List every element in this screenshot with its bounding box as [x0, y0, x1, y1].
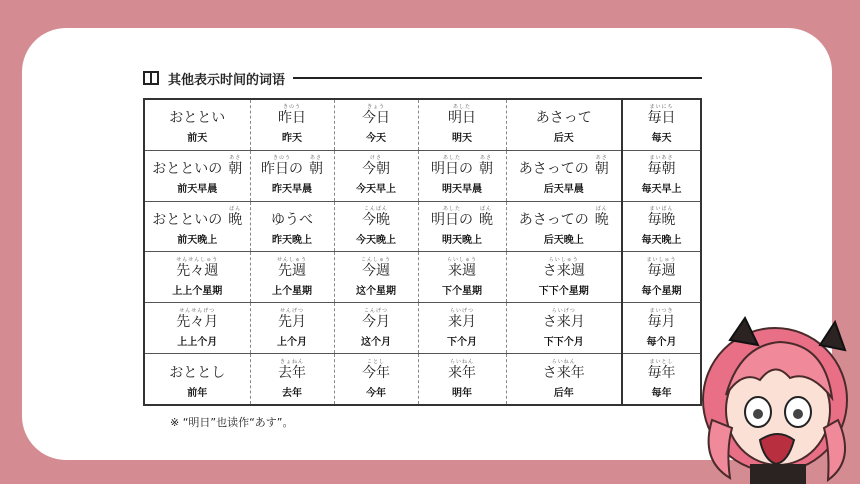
- chinese-meaning: 明年: [452, 387, 472, 399]
- japanese-term: [278, 358, 306, 381]
- kanji-text: 今日: [362, 110, 390, 127]
- japanese-term: [278, 307, 306, 330]
- japanese-word: [251, 104, 334, 127]
- japanese-word: [623, 155, 700, 178]
- japanese-word: [507, 358, 622, 381]
- kanji-text: 明日の: [431, 212, 473, 229]
- japanese-word: [335, 307, 418, 330]
- table-cell: [250, 99, 334, 150]
- kanji-text: 明日: [448, 110, 476, 127]
- kanji-text: 朝: [309, 161, 323, 178]
- furigana: らいねん: [551, 358, 576, 365]
- japanese-term: [176, 256, 219, 279]
- japanese-word: [419, 256, 506, 279]
- table-cell: [418, 252, 506, 303]
- furigana: せんせんしゅう: [176, 256, 219, 263]
- japanese-term: [479, 206, 493, 229]
- japanese-term: [647, 206, 676, 229]
- table-cell: [622, 252, 701, 303]
- chinese-meaning: 每天早上: [641, 184, 682, 196]
- japanese-term: [519, 162, 589, 176]
- furigana: あした: [442, 206, 461, 213]
- table-cell: [418, 150, 506, 201]
- japanese-word: [623, 256, 700, 279]
- kanji-text: 今朝: [362, 161, 390, 178]
- table-row: [144, 252, 701, 303]
- japanese-term: [448, 104, 476, 127]
- furigana: せんげつ: [279, 307, 304, 314]
- table-cell: [250, 252, 334, 303]
- furigana: あさ: [309, 155, 322, 162]
- chinese-meaning: 昨天晚上: [272, 235, 312, 247]
- table-cell: [250, 201, 334, 252]
- japanese-term: [542, 256, 585, 279]
- kanji-text: 毎年: [647, 364, 676, 381]
- table-cell: [418, 99, 506, 150]
- kanji-text: 今年: [362, 364, 390, 381]
- japanese-word: [335, 256, 418, 279]
- furigana: あさ: [229, 155, 242, 162]
- chinese-meaning: 后天晚上: [543, 235, 584, 247]
- furigana: せんせんげつ: [179, 307, 216, 314]
- japanese-word: [251, 213, 334, 227]
- japanese-term: [519, 213, 589, 227]
- table-cell: [144, 303, 250, 354]
- furigana: まいばん: [649, 206, 674, 213]
- kanji-text: 朝: [594, 161, 609, 178]
- furigana: らいげつ: [551, 307, 576, 314]
- kanji-text: おととし: [169, 364, 226, 381]
- japanese-word: [145, 256, 250, 279]
- chinese-meaning: 后年: [553, 387, 574, 399]
- kanji-text: 晩: [228, 212, 243, 229]
- kanji-text: 昨日の: [261, 161, 303, 178]
- chinese-meaning: 明天晚上: [442, 235, 482, 247]
- japanese-word: [145, 155, 250, 178]
- footnote: ※ “明日”也读作“あす”。: [170, 416, 294, 429]
- kanji-text: あさっての: [518, 212, 589, 229]
- furigana: こんげつ: [363, 307, 388, 314]
- japanese-term: [362, 307, 390, 330]
- table-cell: [334, 252, 418, 303]
- japanese-word: [335, 206, 418, 229]
- chinese-meaning: 明天早晨: [442, 184, 482, 196]
- furigana: きょう: [366, 104, 385, 111]
- japanese-word: [335, 155, 418, 178]
- japanese-term: [647, 358, 676, 381]
- chinese-meaning: 下个星期: [442, 285, 482, 297]
- japanese-term: [594, 155, 609, 178]
- japanese-term: [431, 155, 473, 178]
- table-cell: [506, 201, 622, 252]
- kanji-text: さ来年: [542, 364, 585, 381]
- furigana: こんばん: [363, 206, 388, 213]
- japanese-term: [228, 155, 243, 178]
- kanji-text: 毎週: [647, 262, 676, 279]
- chinese-meaning: 昨天: [282, 133, 302, 145]
- japanese-term: [271, 213, 313, 227]
- japanese-term: [169, 111, 225, 125]
- japanese-word: [251, 307, 334, 330]
- japanese-term: [309, 155, 323, 178]
- furigana: まいしゅう: [646, 256, 677, 263]
- table-cell: [144, 354, 250, 405]
- japanese-word: [251, 155, 334, 178]
- japanese-term: [594, 206, 609, 229]
- kanji-text: あさって: [535, 110, 592, 127]
- furigana: あさ: [595, 155, 608, 162]
- table-cell: [506, 150, 622, 201]
- anime-character-sticker: [690, 300, 860, 484]
- japanese-word: [145, 111, 250, 125]
- table-row: [144, 150, 701, 201]
- furigana: せんしゅう: [276, 256, 307, 263]
- chinese-meaning: 上上个月: [177, 336, 218, 348]
- furigana: きのう: [272, 155, 291, 162]
- kanji-text: さ来月: [542, 313, 585, 330]
- furigana: けさ: [369, 155, 382, 162]
- kanji-text: 昨日: [278, 110, 306, 127]
- japanese-term: [360, 256, 391, 279]
- japanese-term: [362, 104, 390, 127]
- table-cell: [250, 354, 334, 405]
- chinese-meaning: 今年: [366, 387, 386, 399]
- japanese-term: [152, 162, 222, 176]
- furigana: らいねん: [449, 358, 474, 365]
- kanji-text: おととい: [169, 110, 226, 127]
- japanese-term: [261, 155, 303, 178]
- table-cell: [418, 201, 506, 252]
- table-cell: [144, 99, 250, 150]
- table-cell: [506, 252, 622, 303]
- table-cell: [418, 354, 506, 405]
- furigana: まいあさ: [649, 155, 674, 162]
- japanese-term: [448, 307, 476, 330]
- japanese-term: [362, 358, 390, 381]
- chinese-meaning: 前天早晨: [177, 184, 218, 196]
- furigana: ことし: [366, 358, 385, 365]
- kanji-text: おとといの: [152, 212, 223, 229]
- table-cell: [250, 303, 334, 354]
- japanese-term: [431, 206, 473, 229]
- chinese-meaning: 每天晚上: [641, 235, 682, 247]
- japanese-word: [419, 104, 506, 127]
- furigana: らいしゅう: [548, 256, 579, 263]
- kanji-text: 先月: [278, 313, 306, 330]
- chinese-meaning: 上上个星期: [172, 285, 223, 297]
- kanji-text: おとといの: [152, 161, 223, 178]
- japanese-term: [276, 256, 307, 279]
- kanji-text: 毎月: [647, 313, 676, 330]
- japanese-word: [507, 256, 622, 279]
- japanese-term: [152, 213, 222, 227]
- table-cell: [622, 99, 701, 150]
- japanese-term: [647, 155, 676, 178]
- chinese-meaning: 每天: [651, 133, 672, 145]
- furigana: あさ: [479, 155, 492, 162]
- table-cell: [250, 150, 334, 201]
- japanese-word: [335, 104, 418, 127]
- table-row: [144, 99, 701, 150]
- japanese-word: [507, 307, 622, 330]
- kanji-text: 先週: [278, 262, 306, 279]
- japanese-word: [419, 155, 506, 178]
- japanese-term: [446, 256, 477, 279]
- kanji-text: 来週: [448, 262, 476, 279]
- japanese-term: [228, 206, 243, 229]
- kanji-text: さ来週: [542, 262, 585, 279]
- table-row: [144, 201, 701, 252]
- japanese-word: [623, 307, 700, 330]
- chinese-meaning: 今天晚上: [356, 235, 396, 247]
- kanji-text: 今晩: [362, 212, 390, 229]
- chinese-meaning: 每个星期: [641, 285, 682, 297]
- chinese-meaning: 每年: [651, 387, 672, 399]
- kanji-text: 来月: [448, 313, 476, 330]
- table-cell: [144, 201, 250, 252]
- japanese-word: [507, 206, 622, 229]
- japanese-word: [419, 358, 506, 381]
- japanese-term: [647, 104, 676, 127]
- japanese-term: [169, 366, 225, 380]
- japanese-word: [507, 111, 622, 125]
- chinese-meaning: 后天: [553, 133, 574, 145]
- section-title: 其他表示时间的词语: [168, 72, 286, 88]
- furigana: ばん: [229, 206, 242, 213]
- japanese-term: [542, 307, 585, 330]
- table-cell: [334, 201, 418, 252]
- chinese-meaning: 下下个星期: [538, 285, 589, 297]
- chinese-meaning: 这个星期: [356, 285, 396, 297]
- furigana: ばん: [595, 206, 608, 213]
- chinese-meaning: 上个星期: [272, 285, 312, 297]
- table-cell: [622, 150, 701, 201]
- kanji-text: 来年: [448, 364, 476, 381]
- furigana: まいつき: [649, 307, 674, 314]
- japanese-term: [647, 307, 676, 330]
- japanese-word: [507, 155, 622, 178]
- furigana: まいとし: [649, 358, 674, 365]
- table-cell: [334, 354, 418, 405]
- furigana: こんしゅう: [360, 256, 391, 263]
- table-cell: [144, 252, 250, 303]
- furigana: あした: [442, 155, 461, 162]
- chinese-meaning: 今天: [366, 133, 386, 145]
- japanese-term: [278, 104, 306, 127]
- japanese-term: [176, 307, 219, 330]
- table-cell: [334, 99, 418, 150]
- kanji-text: 先々週: [176, 262, 219, 279]
- japanese-word: [623, 358, 700, 381]
- chinese-meaning: 上个月: [277, 336, 307, 348]
- furigana: きのう: [282, 104, 301, 111]
- section-heading: [142, 68, 702, 88]
- kanji-text: 晩: [479, 212, 493, 229]
- table-cell: [506, 99, 622, 150]
- chinese-meaning: 昨天早晨: [272, 184, 312, 196]
- chinese-meaning: 前年: [187, 387, 208, 399]
- table-cell: [622, 201, 701, 252]
- table-cell: [334, 150, 418, 201]
- japanese-word: [419, 307, 506, 330]
- table-cell: [506, 303, 622, 354]
- furigana: らいげつ: [449, 307, 474, 314]
- japanese-term: [362, 206, 390, 229]
- japanese-term: [646, 256, 677, 279]
- chinese-meaning: 明天: [452, 133, 472, 145]
- chinese-meaning: 每个月: [646, 336, 677, 348]
- japanese-word: [623, 104, 700, 127]
- kanji-text: 毎朝: [647, 161, 676, 178]
- japanese-word: [419, 206, 506, 229]
- japanese-word: [251, 256, 334, 279]
- chinese-meaning: 今天早上: [356, 184, 396, 196]
- kanji-text: 朝: [228, 161, 243, 178]
- japanese-term: [542, 358, 585, 381]
- furigana: らいしゅう: [446, 256, 477, 263]
- kanji-text: ゆうべ: [271, 212, 313, 229]
- japanese-word: [145, 206, 250, 229]
- kanji-text: 先々月: [176, 313, 219, 330]
- chinese-meaning: 下下个月: [543, 336, 584, 348]
- kanji-text: 毎晩: [647, 212, 676, 229]
- chinese-meaning: 这个月: [361, 336, 391, 348]
- japanese-word: [145, 366, 250, 380]
- japanese-term: [536, 111, 592, 125]
- furigana: まいにち: [649, 104, 674, 111]
- kanji-text: 毎日: [647, 110, 676, 127]
- chinese-meaning: 后天早晨: [543, 184, 584, 196]
- table-row: [144, 303, 701, 354]
- heading-rule: [293, 77, 702, 79]
- chinese-meaning: 前天: [187, 133, 208, 145]
- time-words-table: [143, 98, 702, 406]
- kanji-text: 今月: [362, 313, 390, 330]
- japanese-word: [335, 358, 418, 381]
- kanji-text: 明日の: [431, 161, 473, 178]
- japanese-word: [145, 307, 250, 330]
- furigana: ばん: [479, 206, 492, 213]
- table-cell: [144, 150, 250, 201]
- kanji-text: 去年: [278, 364, 306, 381]
- chinese-meaning: 下个月: [447, 336, 477, 348]
- table-cell: [334, 303, 418, 354]
- furigana: あした: [452, 104, 471, 111]
- book-icon: [142, 69, 160, 87]
- japanese-term: [362, 155, 390, 178]
- japanese-term: [479, 155, 493, 178]
- japanese-word: [251, 358, 334, 381]
- kanji-text: 晩: [594, 212, 609, 229]
- japanese-word: [623, 206, 700, 229]
- japanese-term: [448, 358, 476, 381]
- kanji-text: 朝: [479, 161, 493, 178]
- kanji-text: 今週: [362, 262, 390, 279]
- table-cell: [418, 303, 506, 354]
- table-row: [144, 354, 701, 405]
- kanji-text: あさっての: [518, 161, 589, 178]
- table-cell: [506, 354, 622, 405]
- furigana: きょねん: [279, 358, 304, 365]
- chinese-meaning: 前天晚上: [177, 235, 218, 247]
- chinese-meaning: 去年: [282, 387, 302, 399]
